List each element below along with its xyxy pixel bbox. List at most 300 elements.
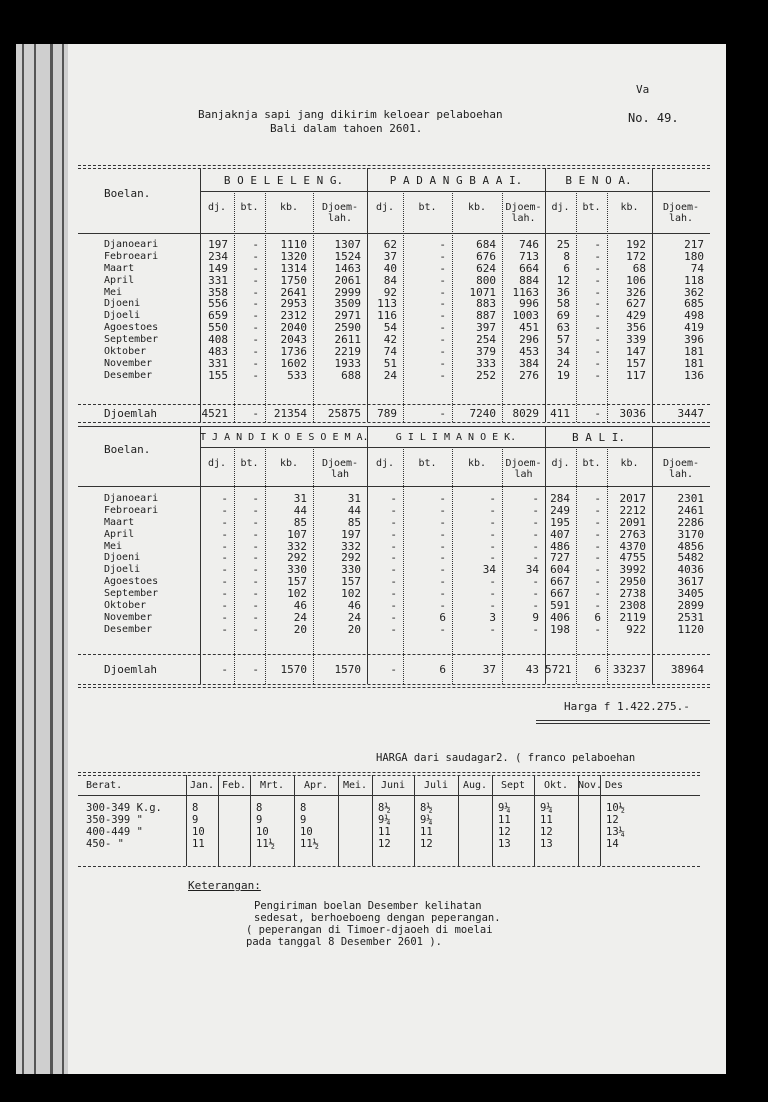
total-cell: 43 <box>525 663 539 676</box>
price-cell: 8½ <box>420 802 433 814</box>
table-cell: - <box>489 515 496 529</box>
table-cell: - <box>439 551 446 565</box>
table-cell: 356 <box>626 321 646 335</box>
table-cell: - <box>594 249 601 263</box>
table-cell: 254 <box>476 333 496 347</box>
table-cell: 24 <box>293 610 307 624</box>
price-cell: 13 <box>498 838 511 850</box>
table-cell: 486 <box>550 539 570 553</box>
table-cell: - <box>594 503 601 517</box>
table-cell: - <box>532 492 539 505</box>
table-cell: 51 <box>383 356 397 370</box>
table-cell: 2308 <box>619 599 646 613</box>
table-cell: 46 <box>347 599 361 613</box>
month-label: April <box>104 528 135 540</box>
total-cell: 33237 <box>612 663 646 676</box>
total-cell: - <box>390 663 397 676</box>
table-cell: 147 <box>626 345 646 359</box>
table-cell: 195 <box>550 515 570 529</box>
table-cell: 2091 <box>619 515 646 529</box>
table-cell: - <box>489 551 496 565</box>
table-cell: 181 <box>684 345 704 359</box>
price-cell: 11 <box>378 826 391 838</box>
table-cell: 362 <box>684 285 704 299</box>
total-cell: 21354 <box>273 407 307 420</box>
note-line: sedesat, berhoeboeng dengan peperangan. <box>254 912 501 924</box>
data-column <box>607 493 646 636</box>
table-cell: 42 <box>383 333 397 347</box>
table-cell: - <box>221 527 228 541</box>
table-cell: 1071 <box>469 285 496 299</box>
table-cell: 54 <box>383 321 397 335</box>
table-cell: - <box>390 551 397 565</box>
price-cell: 11½ <box>300 838 319 850</box>
price-cell: 12 <box>606 814 619 826</box>
price-cell: 13 <box>540 838 553 850</box>
table-cell: - <box>221 539 228 553</box>
table-cell: 2061 <box>334 273 361 287</box>
table-cell: 36 <box>556 285 570 299</box>
total-cell: 8029 <box>512 407 539 420</box>
total-cell: 38964 <box>670 663 704 676</box>
data-column <box>452 493 496 636</box>
table-cell: - <box>594 622 601 636</box>
column-header: kb. <box>467 202 487 213</box>
table-cell: 4036 <box>677 563 704 577</box>
table-cell: 604 <box>550 563 570 577</box>
table-cell: - <box>594 563 601 577</box>
table-cell: 451 <box>519 321 539 335</box>
table-cell: 1314 <box>280 261 307 275</box>
table-cell: - <box>221 503 228 517</box>
table-cell: - <box>221 563 228 577</box>
note-heading: Keterangan: <box>188 879 261 892</box>
table-cell: - <box>532 599 539 613</box>
month-label: Djoeni <box>104 552 141 564</box>
price-cell: 14 <box>606 838 619 850</box>
total-cell: 4521 <box>201 407 228 420</box>
table-cell: 84 <box>383 273 397 287</box>
table-cell: 74 <box>690 261 704 275</box>
total-cell: 1570 <box>280 663 307 676</box>
table-cell: - <box>390 575 397 589</box>
price-column-header: Feb. <box>221 780 247 791</box>
price-cell: 11 <box>192 838 205 850</box>
table-cell: - <box>221 492 228 505</box>
table-cell: - <box>489 622 496 636</box>
table-cell: - <box>594 333 601 347</box>
price-cell: 9¼ <box>378 814 391 826</box>
data-column <box>502 239 539 382</box>
table-cell: - <box>489 587 496 601</box>
data-column <box>200 493 228 636</box>
total-label: Djoemlah <box>104 663 157 676</box>
table-cell: 627 <box>626 297 646 311</box>
data-column <box>265 493 307 636</box>
total-cell: 25875 <box>327 407 361 420</box>
table-cell: 330 <box>341 563 361 577</box>
month-label: Desember <box>104 623 153 635</box>
table-cell: 249 <box>550 503 570 517</box>
table-cell: - <box>252 309 259 323</box>
table-cell: 2971 <box>334 309 361 323</box>
price-cell: 10 <box>256 826 269 838</box>
month-label: Djanoeari <box>104 493 159 504</box>
price-cell: 12 <box>540 826 553 838</box>
table-cell: 85 <box>293 515 307 529</box>
table-cell: 118 <box>684 273 704 287</box>
table-cell: 172 <box>626 249 646 263</box>
table-cell: 8 <box>563 249 570 263</box>
table-cell: 332 <box>341 539 361 553</box>
table-cell: - <box>594 261 601 275</box>
price-column-header: Berat. <box>86 780 123 791</box>
weight-class-label: 400-449 " <box>86 826 143 838</box>
table-cell: 996 <box>519 297 539 311</box>
table-cell: 57 <box>556 333 570 347</box>
table-cell: 113 <box>377 297 397 311</box>
table-cell: - <box>594 297 601 311</box>
table-cell: 197 <box>341 527 361 541</box>
column-header: kb. <box>467 458 487 469</box>
table-cell: - <box>252 345 259 359</box>
table-cell: - <box>439 309 446 323</box>
column-header: dj. <box>207 458 227 469</box>
table-cell: 116 <box>377 309 397 323</box>
data-column <box>545 239 570 382</box>
table-cell: 58 <box>556 297 570 311</box>
table-cell: - <box>252 356 259 370</box>
table-cell: 180 <box>684 249 704 263</box>
table-cell: - <box>221 587 228 601</box>
data-column <box>607 239 646 382</box>
price-column-header: Okt. <box>543 780 569 791</box>
total-cell: 789 <box>377 407 397 420</box>
table-cell: 107 <box>287 527 307 541</box>
table-cell: - <box>532 539 539 553</box>
row-header: Boelan. <box>104 187 151 200</box>
column-header: kb. <box>620 202 639 213</box>
table-cell: - <box>489 599 496 613</box>
table-cell: 234 <box>208 249 228 263</box>
price-cell: 13¼ <box>606 826 625 838</box>
table-cell: - <box>390 492 397 505</box>
price-cell: 12 <box>378 838 391 850</box>
column-header: Djoem-lah. <box>662 458 700 480</box>
table-cell: - <box>594 492 601 505</box>
total-cell: 411 <box>550 407 570 420</box>
table-cell: - <box>252 333 259 347</box>
data-column <box>367 493 397 636</box>
table-cell: - <box>439 539 446 553</box>
table-cell: 9 <box>532 610 539 624</box>
table-cell: - <box>221 575 228 589</box>
table-cell: - <box>439 492 446 505</box>
month-label: Febroeari <box>104 250 159 262</box>
total-cell: - <box>252 663 259 676</box>
table-cell: 453 <box>519 345 539 359</box>
month-label: Febroeari <box>104 504 159 516</box>
table-cell: 12 <box>556 273 570 287</box>
table-cell: 1163 <box>512 285 539 299</box>
table-cell: - <box>439 345 446 359</box>
table-cell: - <box>439 249 446 263</box>
price-cell: 11½ <box>256 838 275 850</box>
note-line: Pengiriman boelan Desember kelihatan <box>254 900 482 912</box>
table-cell: 667 <box>550 587 570 601</box>
table-cell: - <box>532 515 539 529</box>
table-cell: - <box>594 321 601 335</box>
price-cell: 9 <box>256 814 263 826</box>
table-cell: 384 <box>519 356 539 370</box>
price-cell: 12 <box>498 826 511 838</box>
table-cell: 31 <box>347 492 361 505</box>
month-label: Desember <box>104 369 153 381</box>
group-header-gilimanoek: G I L I M A N O E K. <box>395 432 517 443</box>
table-cell: - <box>532 622 539 636</box>
table-cell: - <box>489 527 496 541</box>
table-cell: - <box>252 368 259 382</box>
data-column <box>367 239 397 382</box>
table-cell: 339 <box>626 333 646 347</box>
table-cell: 664 <box>519 261 539 275</box>
total-cell: 1570 <box>334 663 361 676</box>
month-label: Djanoeari <box>104 239 159 250</box>
table-cell: - <box>594 285 601 299</box>
table-cell: 6 <box>563 261 570 275</box>
month-label: Maart <box>104 516 135 528</box>
table-cell: 69 <box>556 309 570 323</box>
table-cell: 1524 <box>334 249 361 263</box>
price-cell: 11 <box>498 814 511 826</box>
table-cell: 331 <box>208 273 228 287</box>
table-cell: 887 <box>476 309 496 323</box>
month-label: Maart <box>104 262 135 274</box>
table-cell: 6 <box>439 610 446 624</box>
table-cell: 2043 <box>280 333 307 347</box>
table-cell: - <box>439 622 446 636</box>
table-cell: 157 <box>287 575 307 589</box>
table-cell: 157 <box>626 356 646 370</box>
month-label: September <box>104 588 159 600</box>
table-cell: 483 <box>208 345 228 359</box>
table-cell: 533 <box>287 368 307 382</box>
month-label: Oktober <box>104 346 147 358</box>
table-cell: - <box>594 551 601 565</box>
month-label: November <box>104 357 153 369</box>
table-cell: 1320 <box>280 249 307 263</box>
table-cell: 2999 <box>334 285 361 299</box>
table-cell: 20 <box>293 622 307 636</box>
table-cell: - <box>221 599 228 613</box>
table-cell: - <box>439 587 446 601</box>
table-cell: 34 <box>482 563 496 577</box>
table-cell: - <box>252 622 259 636</box>
table-cell: 2119 <box>619 610 646 624</box>
table-cell: 591 <box>550 599 570 613</box>
table-cell: - <box>390 622 397 636</box>
table-cell: 2738 <box>619 587 646 601</box>
column-header: bt. <box>240 458 259 469</box>
table-cell: - <box>390 563 397 577</box>
table-cell: 331 <box>208 356 228 370</box>
group-header-bali: B A L I. <box>572 431 625 444</box>
table-cell: - <box>252 539 259 553</box>
price-column-header: Nov. <box>578 780 603 791</box>
month-label: Agoestoes <box>104 322 159 334</box>
table-cell: 92 <box>383 285 397 299</box>
table-cell: 884 <box>519 273 539 287</box>
table-cell: 379 <box>476 345 496 359</box>
total-cell: - <box>594 407 601 420</box>
table-cell: 397 <box>476 321 496 335</box>
price-cell: 8 <box>256 802 263 814</box>
table-cell: - <box>594 515 601 529</box>
price-cell: 9¼ <box>498 802 511 814</box>
table-cell: - <box>390 515 397 529</box>
table-cell: - <box>594 575 601 589</box>
column-header: dj. <box>551 202 570 213</box>
price-column-header: Apr. <box>303 780 329 791</box>
table-cell: - <box>489 539 496 553</box>
table-cell: - <box>594 599 601 613</box>
table-cell: 37 <box>383 249 397 263</box>
table-cell: 659 <box>208 309 228 323</box>
table-cell: - <box>489 503 496 517</box>
table-cell: 2212 <box>619 503 646 517</box>
month-labels <box>104 493 158 636</box>
table-cell: 800 <box>476 273 496 287</box>
table-cell: 408 <box>208 333 228 347</box>
price-cell: 9 <box>192 814 199 826</box>
month-label: April <box>104 274 135 286</box>
price-column-header: Des <box>604 780 624 791</box>
table-cell: 46 <box>293 599 307 613</box>
total-cell: 3036 <box>619 407 646 420</box>
table-cell: - <box>532 503 539 517</box>
table-cell: 149 <box>208 261 228 275</box>
data-column <box>200 239 228 382</box>
table-cell: 667 <box>550 575 570 589</box>
table-cell: 25 <box>556 238 570 251</box>
table-cell: - <box>390 587 397 601</box>
data-column <box>234 493 259 636</box>
table-cell: 1463 <box>334 261 361 275</box>
data-column <box>403 239 446 382</box>
table-cell: 296 <box>519 333 539 347</box>
total-cell: 3447 <box>677 407 704 420</box>
table-cell: 2312 <box>280 309 307 323</box>
table-cell: - <box>439 563 446 577</box>
column-header: Djoem-lah. <box>321 202 359 224</box>
total-cell: 6 <box>439 663 446 676</box>
column-header: bt. <box>418 458 437 469</box>
table-cell: - <box>439 273 446 287</box>
note-line: ( peperangan di Timoer-djaoeh di moelai <box>246 924 493 936</box>
table-cell: 1736 <box>280 345 307 359</box>
table-cell: - <box>594 238 601 251</box>
column-header: dj. <box>207 202 227 213</box>
table-cell: 2017 <box>619 492 646 505</box>
price-cell: 9¼ <box>420 814 433 826</box>
table-cell: 3509 <box>334 297 361 311</box>
table-cell: - <box>252 261 259 275</box>
table-cell: 3170 <box>677 527 704 541</box>
table-cell: - <box>439 321 446 335</box>
column-header: bt. <box>582 458 601 469</box>
table-cell: 330 <box>287 563 307 577</box>
table-cell: 2590 <box>334 321 361 335</box>
price-cell: 8 <box>300 802 307 814</box>
table-cell: - <box>252 527 259 541</box>
table-cell: - <box>594 368 601 382</box>
table-cell: 136 <box>684 368 704 382</box>
table-cell: 198 <box>550 622 570 636</box>
table-cell: - <box>390 599 397 613</box>
table-cell: 406 <box>550 610 570 624</box>
table-cell: - <box>439 261 446 275</box>
table-cell: - <box>390 503 397 517</box>
table-cell: 2286 <box>677 515 704 529</box>
table-cell: 85 <box>347 515 361 529</box>
table-cell: 684 <box>476 238 496 251</box>
table-cell: - <box>532 587 539 601</box>
table-cell: 284 <box>550 492 570 505</box>
table-cell: - <box>594 539 601 553</box>
column-header: kb. <box>620 458 639 469</box>
table-cell: 276 <box>519 368 539 382</box>
month-label: Djoeli <box>104 564 141 576</box>
total-cell: 37 <box>482 663 496 676</box>
table-cell: - <box>489 575 496 589</box>
table-cell: 24 <box>383 368 397 382</box>
table-cell: - <box>252 515 259 529</box>
table-cell: 2461 <box>677 503 704 517</box>
table-cell: 157 <box>341 575 361 589</box>
month-label: Djoeni <box>104 298 141 310</box>
price-cell: 9¼ <box>540 802 553 814</box>
table-cell: 181 <box>684 356 704 370</box>
table-cell: 63 <box>556 321 570 335</box>
table-cell: 192 <box>626 238 646 251</box>
corner-mark: Va <box>636 83 650 96</box>
table-cell: 2301 <box>677 492 704 505</box>
column-header: bt. <box>240 202 259 213</box>
price-column-header: Sept <box>500 780 526 791</box>
table-cell: - <box>252 238 259 251</box>
column-header: bt. <box>418 202 437 213</box>
table-cell: - <box>221 515 228 529</box>
table-cell: 2531 <box>677 610 704 624</box>
table-cell: - <box>439 285 446 299</box>
group-header-padangbaai: P A D A N G B A A I. <box>389 174 523 187</box>
table-cell: 24 <box>556 356 570 370</box>
table-cell: - <box>221 551 228 565</box>
price-cell: 10½ <box>606 802 625 814</box>
data-column <box>234 239 259 382</box>
table-cell: 34 <box>556 345 570 359</box>
data-column <box>652 239 704 382</box>
table-cell: 106 <box>626 273 646 287</box>
table-cell: 746 <box>519 238 539 251</box>
price-column-header: Juli <box>423 780 449 791</box>
data-column <box>576 493 601 636</box>
table-cell: 1003 <box>512 309 539 323</box>
table-cell: 2953 <box>280 297 307 311</box>
table-cell: - <box>532 551 539 565</box>
table-cell: 3992 <box>619 563 646 577</box>
month-label: Mei <box>104 540 123 552</box>
